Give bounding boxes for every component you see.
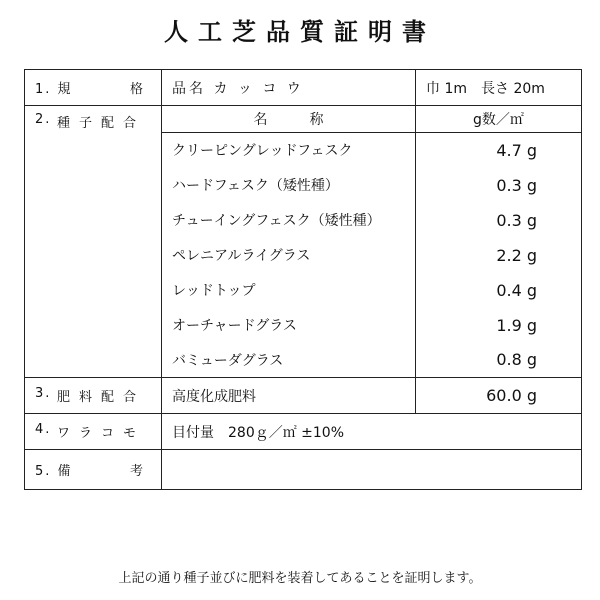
seed-header-row	[25, 106, 582, 133]
fertilizer-row	[25, 378, 582, 414]
seed-name: ペレニアルライグラス	[162, 238, 416, 273]
seed-name: ハードフェスク（矮性種）	[162, 168, 416, 203]
waracomo-value: 目付量 280ｇ／㎡ ±10%	[162, 414, 582, 450]
certificate-table	[24, 69, 582, 490]
waracomo-label: 4. ワラコモ	[25, 414, 162, 450]
seed-value: 0.3 g	[416, 203, 582, 238]
waracomo-row	[25, 414, 582, 450]
fertilizer-label: 3. 肥料配合	[25, 378, 162, 414]
seed-name: クリーピングレッドフェスク	[162, 133, 416, 168]
product-size: 巾 1m 長さ 20m	[416, 70, 582, 106]
fertilizer-name: 高度化成肥料	[162, 378, 416, 414]
note-label: 5. 備 考	[25, 450, 162, 490]
fertilizer-value: 60.0 g	[416, 378, 582, 414]
seed-name: オーチャードグラス	[162, 308, 416, 343]
seed-col-unit: g数／㎡	[416, 106, 582, 133]
product-name: 品名 カ ッ コ ウ	[162, 70, 416, 106]
note-row	[25, 450, 582, 490]
seed-value: 2.2 g	[416, 238, 582, 273]
spec-label: 1. 規 格	[25, 70, 162, 106]
seed-value: 4.7 g	[416, 133, 582, 168]
seed-value: 0.4 g	[416, 273, 582, 308]
seed-name: レッドトップ	[162, 273, 416, 308]
seed-value: 0.3 g	[416, 168, 582, 203]
seed-value: 1.9 g	[416, 308, 582, 343]
note-value	[162, 450, 582, 490]
seed-label: 2. 種子配合	[25, 106, 162, 378]
document-title: 人工芝品質証明書	[164, 18, 436, 46]
seed-name: バミューダグラス	[162, 343, 416, 378]
certification-statement: 上記の通り種子並びに肥料を装着してあることを証明します。	[118, 571, 482, 586]
spec-row	[25, 70, 582, 106]
seed-col-name: 名 称	[162, 106, 416, 133]
seed-name: チューイングフェスク（矮性種）	[162, 203, 416, 238]
seed-value: 0.8 g	[416, 343, 582, 378]
